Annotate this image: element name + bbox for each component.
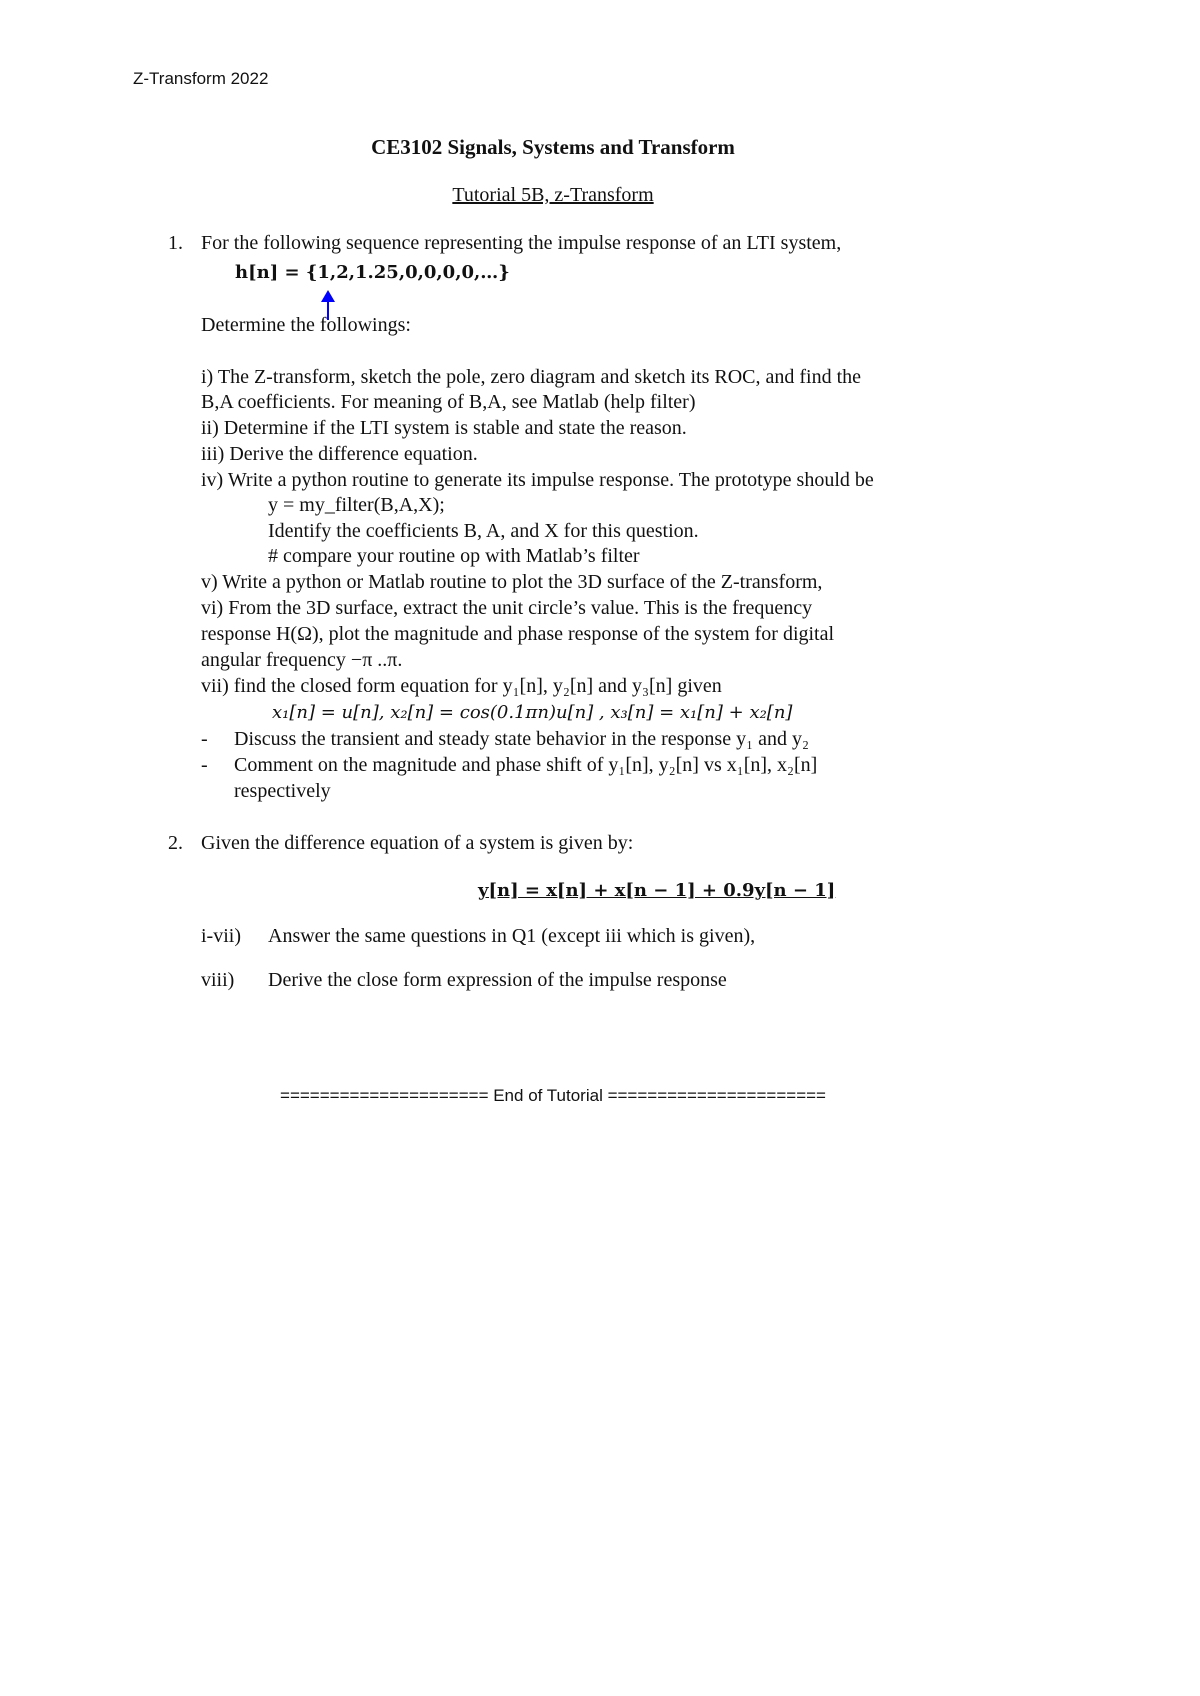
subtitle-text: Tutorial 5B, z-Transform	[452, 184, 654, 206]
end-of-tutorial: ===================== End of Tutorial ======================	[280, 1086, 826, 1105]
q1-item: v) Write a python or Matlab routine to plot the 3D surface of the Z-transform,	[201, 571, 823, 593]
q1-item: y = my_filter(B,A,X);	[268, 494, 445, 516]
q2-intro: Given the difference equation of a system is given by:	[201, 832, 634, 854]
q2-item-label: viii)	[201, 969, 235, 991]
bullet-continuation: respectively	[234, 780, 331, 802]
q1-item: iv) Write a python routine to generate its impulse response. The prototype should be	[201, 469, 874, 491]
q1-item: # compare your routine op with Matlab’s filter	[268, 545, 640, 567]
document-title: CE3102 Signals, Systems and Transform	[371, 135, 735, 159]
document-subtitle	[0, 182, 1106, 208]
q1-number: 1.	[168, 232, 183, 254]
q1-item: Identify the coefficients B, A, and X for this question.	[268, 520, 699, 542]
q1-intro: For the following sequence representing the impulse response of an LTI system,	[201, 232, 842, 254]
determine-label: Determine the followings:	[201, 314, 411, 336]
q2-item-label: i-vii)	[201, 925, 241, 947]
q1-item: vii) find the closed form equation for y₁[n], y₂[n] and y₃[n] given	[201, 675, 722, 697]
page-header: Z-Transform 2022	[133, 69, 269, 88]
input-signals-equation: x₁[n] = u[n], x₂[n] = cos(0.1πn)u[n] , x₃[n] = x₁[n] + x₂[n]	[272, 702, 793, 723]
q1-item: vi) From the 3D surface, extract the unit circle’s value. This is the frequency	[201, 597, 813, 619]
q1-item: response H(Ω), plot the magnitude and phase response of the system for digital	[201, 623, 835, 645]
q1-item: iii) Derive the difference equation.	[201, 443, 478, 465]
q2-number: 2.	[168, 832, 183, 854]
impulse-response-equation: h[n] = {1,2,1.25,0,0,0,0,…}	[235, 262, 510, 283]
bullet-dash: -	[201, 728, 208, 750]
q2-item-text: Answer the same questions in Q1 (except iii which is given),	[268, 925, 756, 947]
bullet-dash: -	[201, 754, 208, 776]
q2-item-text: Derive the close form expression of the impulse response	[268, 969, 727, 991]
bullet-text: Comment on the magnitude and phase shift of y₁[n], y₂[n] vs x₁[n], x₂[n]	[234, 754, 818, 776]
q1-item: B,A coefficients. For meaning of B,A, see Matlab (help filter)	[201, 391, 696, 413]
difference-equation: y[n] = x[n] + x[n − 1] + 0.9y[n − 1]	[478, 880, 836, 901]
q1-item: angular frequency −π ..π.	[201, 649, 403, 671]
bullet-text: Discuss the transient and steady state behavior in the response y₁ and y₂	[234, 728, 809, 750]
q1-item: ii) Determine if the LTI system is stable and state the reason.	[201, 417, 687, 439]
q1-item: i) The Z-transform, sketch the pole, zero diagram and sketch its ROC, and find the	[201, 366, 861, 388]
